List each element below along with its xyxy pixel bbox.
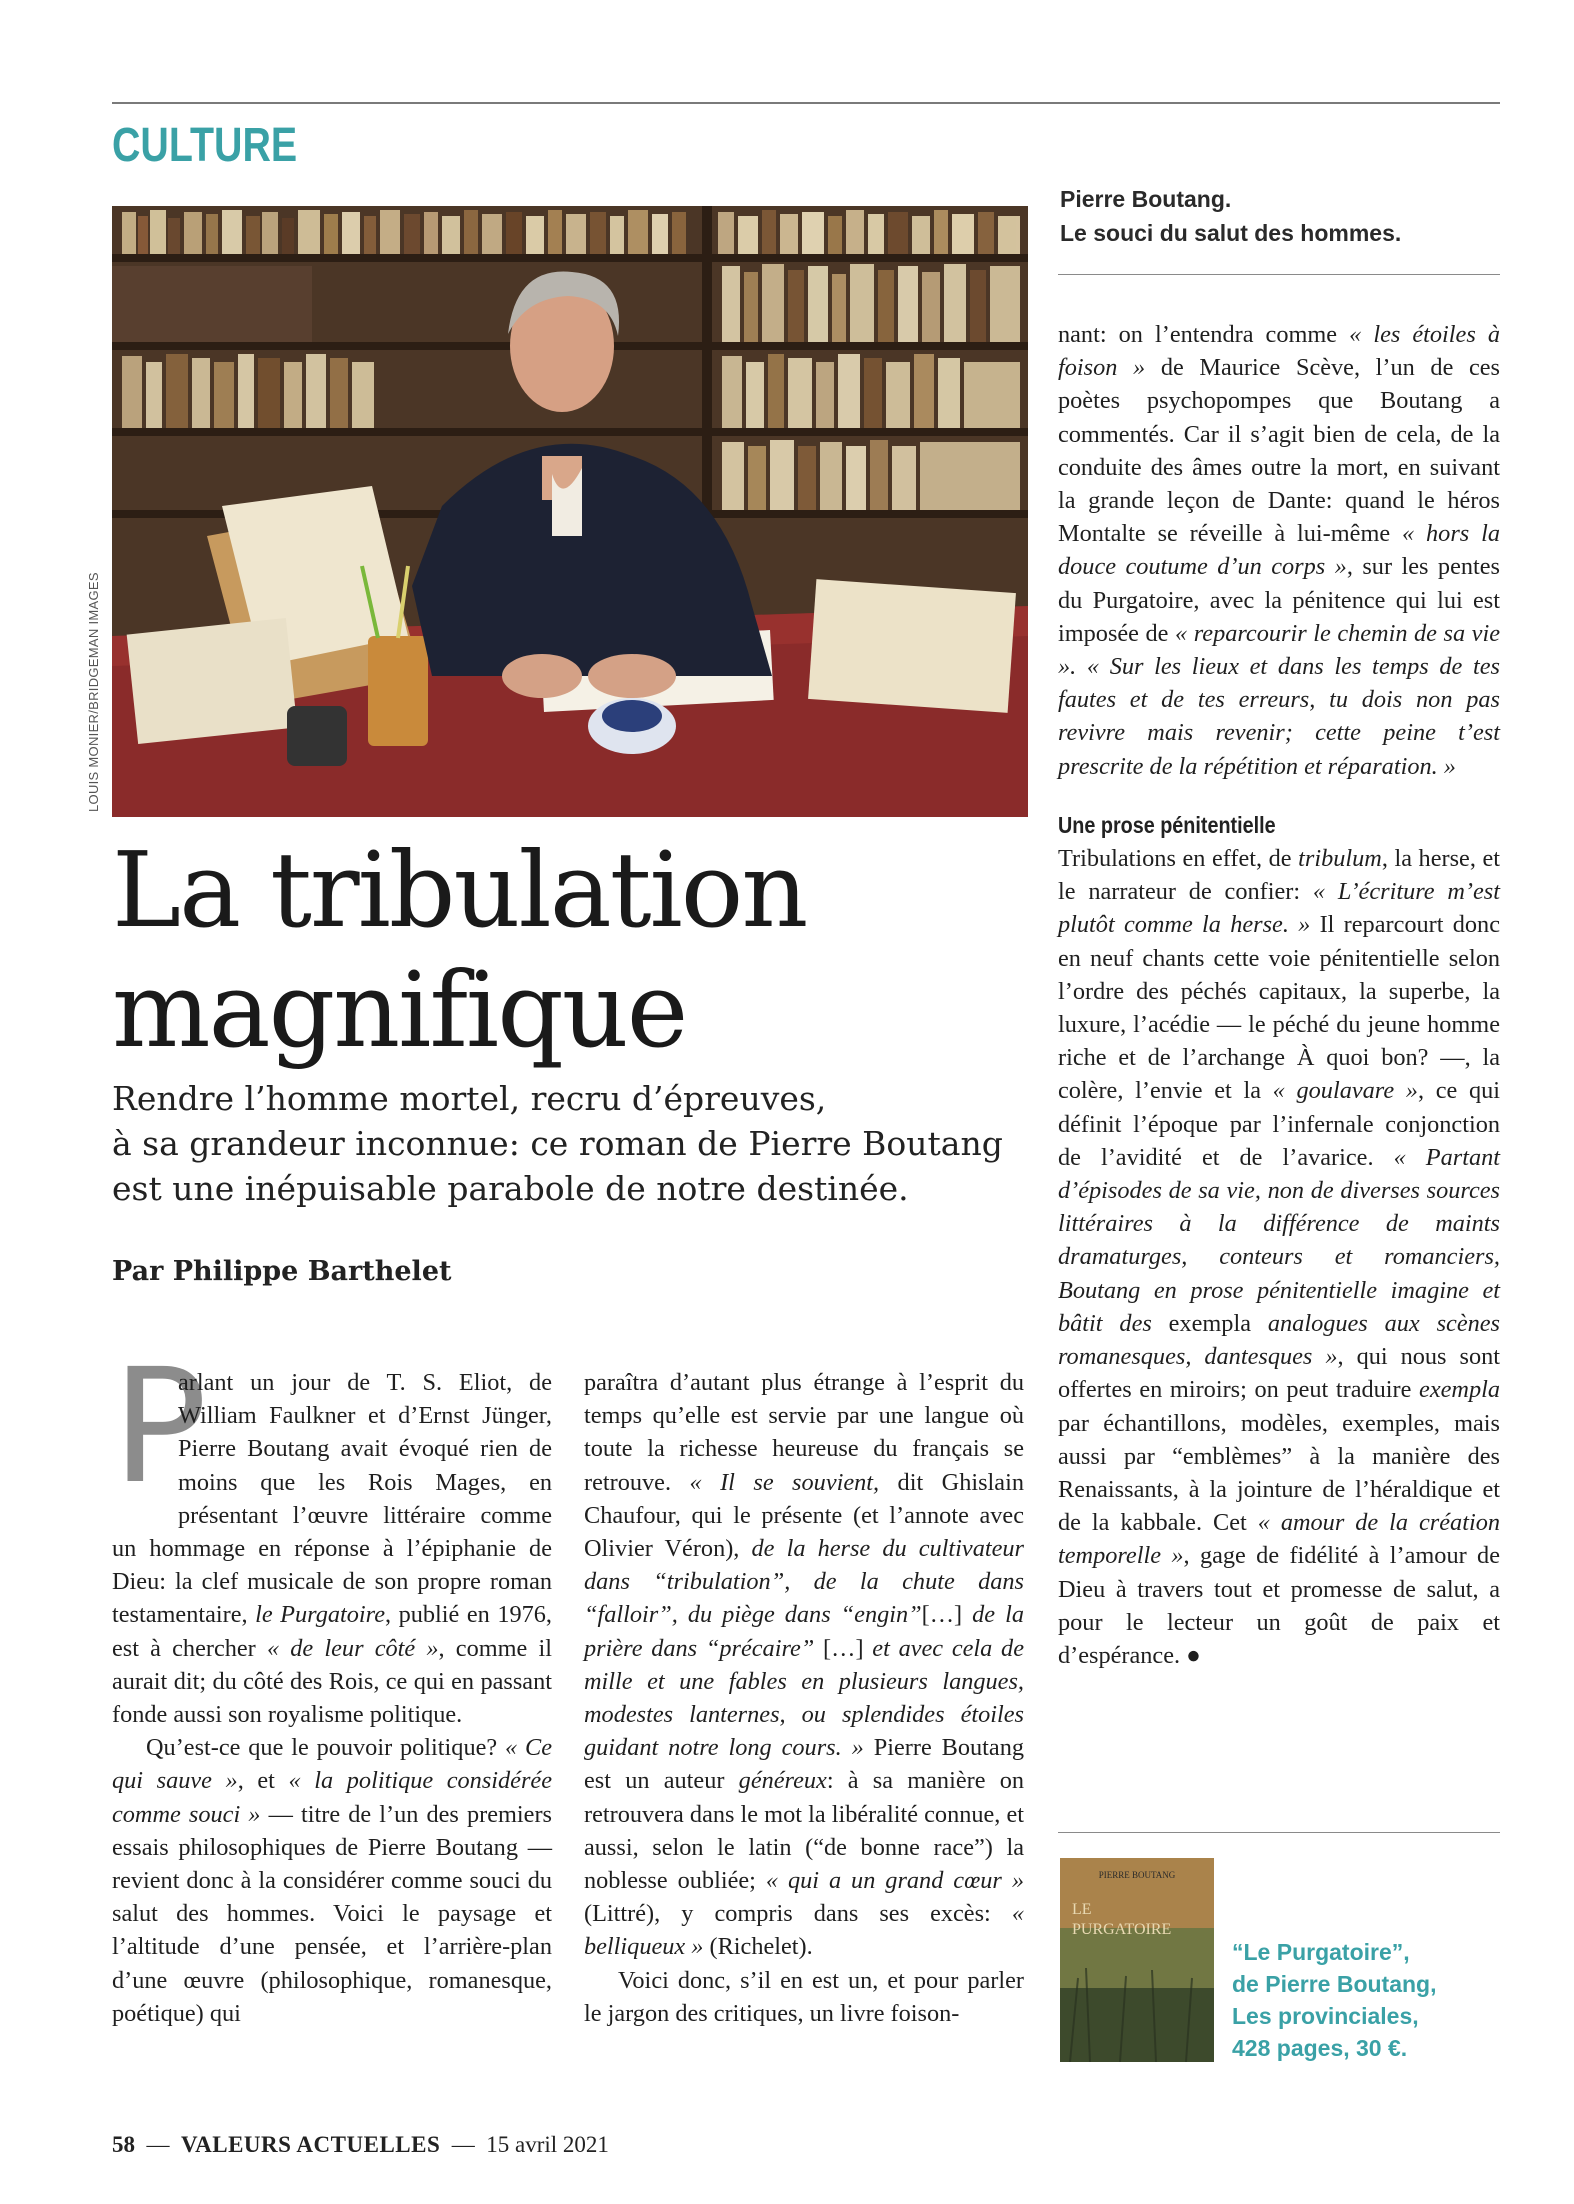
text: (Richelet). xyxy=(703,1933,813,1961)
book-caption-line: Les provinciales, xyxy=(1232,2003,1419,2029)
caption-line-1: Pierre Boutang. xyxy=(1060,186,1232,212)
headline-line-2: magnifique xyxy=(112,949,687,1071)
magazine-name: VALEURS ACTUELLES xyxy=(181,2132,441,2157)
body-column-1 xyxy=(112,1366,552,2030)
book-cover-art xyxy=(1060,1858,1214,2062)
byline: Par Philippe Barthelet xyxy=(112,1256,452,1287)
book-box-rule xyxy=(1058,1832,1500,1833)
author-photo-illustration xyxy=(112,206,1028,817)
headline xyxy=(112,830,1012,1070)
text-italic: « belliqueux » xyxy=(584,1900,1024,1961)
text: , publié en 1976, est à chercher xyxy=(112,1601,552,1662)
drop-cap: P xyxy=(112,1335,208,1519)
text-italic: le Purgatoire xyxy=(255,1601,386,1629)
paragraph xyxy=(112,1731,552,2030)
text: dit Ghislain Chaufour, qui le présente (et l’annote avec Olivier Véron), xyxy=(584,1468,1024,1563)
dek-line-2: à sa grandeur inconnue: ce roman de Pierre Boutang xyxy=(112,1124,1003,1163)
paragraph xyxy=(1058,318,1500,783)
body-column-2 xyxy=(584,1366,1024,2030)
text: nant: on l’entendra comme xyxy=(1058,321,1350,348)
text: arlant un jour de T. S. Eliot, de William Faulkner et d’Ernst Jünger, Pierre Boutang avait évoqué rien de moins que les Rois Mages, en présentant l’œuvre littéraire comme un hommage en réponse à l’épiphanie de Dieu: la clef musicale de son propre roman testamentaire, xyxy=(112,1369,552,1629)
text: , et xyxy=(237,1767,289,1795)
text-italic: « Il se souvient, xyxy=(689,1468,880,1496)
paragraph xyxy=(112,1366,552,1731)
text: […] xyxy=(814,1634,873,1662)
text: , qui nous sont offertes en miroirs; on peut traduire xyxy=(1058,1343,1500,1404)
issue-date: 15 avril 2021 xyxy=(486,2132,609,2157)
text: Qu’est-ce que le pouvoir politique? xyxy=(146,1734,506,1762)
text-italic: « les étoiles à foison » xyxy=(1058,321,1500,382)
caption-bottom-rule xyxy=(1058,274,1500,275)
book-cover-title-1: LE xyxy=(1072,1901,1092,1918)
text: Tribulations en effet, de xyxy=(1058,845,1299,873)
photo-credit: LOUIS MONIER/BRIDGEMAN IMAGES xyxy=(86,572,101,812)
text-italic: « de leur côté » xyxy=(266,1634,439,1662)
book-caption xyxy=(1232,1936,1436,2064)
text: , la herse, et le narrateur de confier: xyxy=(1058,845,1500,906)
text: Il reparcourt donc en neuf chants cette voie pénitentielle selon l’ordre des péchés capitaux, la superbe, la luxure, l’acédie — le péché du jeune homme riche et de l’archange À quoi bon? —, la colère, l’envie et la xyxy=(1058,911,1500,1105)
text-italic: « amour de la création temporelle » xyxy=(1058,1509,1500,1570)
text: de Maurice Scève, l’un de ces poètes psychopompes que Boutang a commentés. Car il s’agit bien de cela, de la conduite des âmes outre la mort, en suivant la grande leçon de Dante: quand le héros Montalte se réveille à lui-même xyxy=(1058,354,1501,548)
dek xyxy=(112,1076,1032,1211)
text: , comme il aurait dit; du côté des Rois, ce qui en passant fonde aussi son royalisme politique. xyxy=(112,1634,552,1729)
dek-line-1: Rendre l’homme mortel, recru d’épreuves, xyxy=(112,1079,827,1118)
author-photo xyxy=(112,206,1028,817)
text-italic: « qui a un grand cœur » xyxy=(765,1867,1024,1895)
text-italic: et avec cela de mille et une fables en plusieurs langues, modestes lanternes, ou splendides étoiles guidant notre long cours. » xyxy=(584,1634,1024,1762)
text-italic: « goulavare » xyxy=(1272,1077,1418,1105)
book-cover xyxy=(1060,1858,1214,2062)
text-italic: tribulum xyxy=(1298,845,1382,873)
book-cover-author: PIERRE BOUTANG xyxy=(1098,1870,1176,1880)
text: par échantillons, modèles, exemples, mais aussi par “emblèmes” à la manière des Renaissants, à la jointure de l’héraldique et de la kabbale. Cet xyxy=(1058,1409,1500,1537)
paragraph: Voici donc, s’il en est un, et pour parler le jargon des critiques, un livre foison- xyxy=(584,1966,1024,2027)
book-caption-line: 428 pages, 30 €. xyxy=(1232,2035,1408,2061)
body-column-3 xyxy=(1058,318,1500,1672)
paragraph xyxy=(584,1366,1024,1964)
page-footer xyxy=(112,2132,609,2158)
text-italic: de la herse du cultivateur dans “tribulation”, de la chute dans “falloir”, du piège dans “engin” xyxy=(584,1535,1025,1629)
text-italic: « hors la douce coutume d’un corps » xyxy=(1058,520,1500,581)
page-number: 58 xyxy=(112,2132,135,2157)
headline-line-1: La tribulation xyxy=(112,829,807,951)
text-italic: exempla xyxy=(1419,1376,1500,1404)
text: (Littré), y compris dans ses excès: xyxy=(584,1900,1012,1928)
dek-line-3: est une inépuisable parabole de notre destinée. xyxy=(112,1169,909,1208)
text-italic: « reparcourir le chemin de sa vie ». « Sur les lieux et dans les temps de tes fautes et de tes erreurs, tu dois non pas revivre mais revenir; cette peine t’est prescrite de la répétition et réparation. » xyxy=(1058,619,1501,780)
footer-separator: — xyxy=(451,2132,475,2157)
book-caption-line: “Le Purgatoire”, xyxy=(1232,1939,1410,1965)
text: Pierre Boutang est un auteur xyxy=(584,1734,1024,1795)
footer-separator: — xyxy=(146,2132,170,2157)
photo-caption xyxy=(1060,182,1500,250)
top-rule xyxy=(112,102,1500,104)
text: […] xyxy=(921,1601,973,1629)
book-caption-line: de Pierre Boutang, xyxy=(1232,1971,1437,1997)
text-italic: de la prière dans “précaire” xyxy=(584,1601,1024,1662)
text-italic: « la politique considérée comme souci » xyxy=(112,1767,552,1828)
text: paraîtra d’autant plus étrange à l’esprit du temps qu’elle est servie par une langue où toute la richesse heureuse du français se retrouve. xyxy=(584,1369,1024,1496)
text: — titre de l’un des premiers essais philosophiques de Pierre Boutang — revient donc à la considérer comme souci du salut des hommes. Voici le paysage et l’altitude d’une pensée, et l’arrière-plan d’une œuvre (philosophique, romanesque, poétique) qui xyxy=(112,1800,552,2027)
book-cover-title-2: PURGATOIRE xyxy=(1072,1921,1172,1938)
text-italic: généreux xyxy=(738,1767,827,1795)
drop-cap-spacer xyxy=(112,1366,178,1526)
section-label: CULTURE xyxy=(112,119,298,172)
text: exempla xyxy=(1151,1309,1268,1337)
text: , gage de fidélité à l’amour de Dieu à travers tout et promesse de salut, a pour le lecteur un goût de paix et d’espérance. ● xyxy=(1058,1542,1500,1669)
text-italic: « Partant d’épisodes de sa vie, non de diverses sources littéraires à la différence de maints dramaturges, conteurs et romanciers, Boutang en prose pénitentielle imagine et bâtit des xyxy=(1058,1143,1501,1337)
text-italic: « Ce qui sauve » xyxy=(112,1734,552,1795)
caption-line-2: Le souci du salut des hommes. xyxy=(1060,220,1402,246)
text-italic: « L’écriture m’est plutôt comme la herse. » xyxy=(1058,878,1500,939)
paragraph xyxy=(1058,842,1500,1672)
subheading: Une prose pénitentielle xyxy=(1058,811,1276,838)
text: , ce qui définit l’époque par l’infernale conjonction de l’avidité et de l’avarice. xyxy=(1058,1077,1501,1171)
text: : à sa manière on retrouvera dans le mot la libéralité connue, et aussi, selon le latin (“de bonne race”) la noblesse oubliée; xyxy=(584,1767,1025,1895)
text-italic: analogues aux scènes romanesques, dantesques » xyxy=(1058,1309,1500,1371)
text: , sur les pentes du Purgatoire, avec la pénitence qui lui est imposée de xyxy=(1058,553,1500,647)
